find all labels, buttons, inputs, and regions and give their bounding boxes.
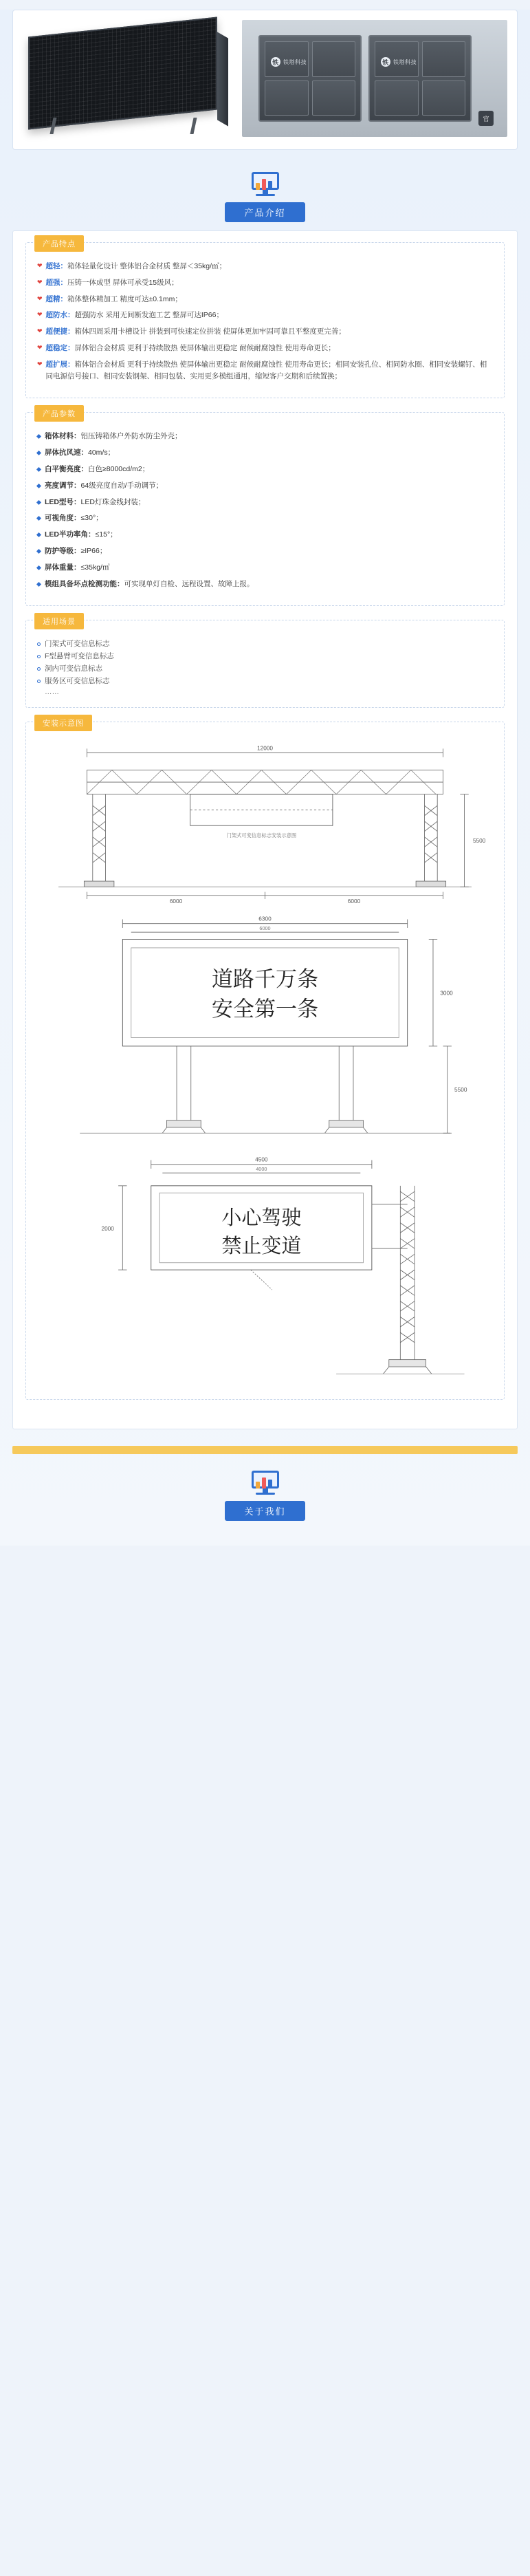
param-item bbox=[37, 447, 493, 459]
monitor-chart-icon bbox=[246, 168, 285, 198]
feature-label: 超便捷： bbox=[45, 327, 75, 336]
param-list bbox=[37, 431, 493, 589]
led-panel-side bbox=[217, 32, 228, 126]
bullet-square-icon bbox=[36, 516, 41, 521]
feature-text bbox=[46, 343, 493, 354]
param-value: ≤35kg/㎡ bbox=[80, 563, 110, 572]
block-install bbox=[25, 719, 505, 1400]
drawing-cantilever-sign bbox=[37, 1149, 493, 1384]
param-item bbox=[37, 529, 493, 541]
dim-inner-width: 4000 bbox=[256, 1165, 267, 1172]
cabinet-right bbox=[368, 35, 472, 122]
scene-list bbox=[37, 638, 493, 687]
heart-icon: ❤ bbox=[37, 311, 43, 318]
feature-text bbox=[46, 261, 493, 272]
param-label: 模组具备坏点检测功能： bbox=[45, 579, 124, 588]
param-text bbox=[45, 497, 145, 508]
param-value: 铝压铸箱体户外防水防尘外壳； bbox=[80, 432, 182, 441]
param-item bbox=[37, 464, 493, 475]
section-header-about bbox=[0, 1466, 530, 1532]
feature-text bbox=[46, 277, 493, 289]
feature-label: 超轻： bbox=[45, 262, 68, 270]
scene-item bbox=[37, 663, 493, 675]
feature-desc: 屏体铝合金材质 更利于持续散热 使屏体输出更稳定 耐候耐腐蚀性 使用寿命更长； bbox=[74, 343, 335, 352]
brand-mark-icon: 铁 bbox=[381, 57, 390, 67]
dim-width: 6300 bbox=[258, 916, 272, 922]
dim-inner-width: 6000 bbox=[259, 925, 271, 932]
block-params bbox=[25, 412, 505, 606]
content-card bbox=[12, 230, 518, 1429]
brand-mark-icon: 铁 bbox=[271, 57, 280, 67]
feature-desc: 箱体轻量化设计 整体铝合金材质 整屏＜35kg/㎡； bbox=[67, 262, 227, 270]
cabinet-brand-text: 铁塔科技 bbox=[283, 58, 307, 65]
hero-badge: 官 bbox=[478, 111, 494, 126]
feature-text bbox=[46, 359, 493, 382]
feature-item bbox=[37, 277, 493, 289]
scene-item bbox=[37, 638, 493, 651]
param-value: ≤30°； bbox=[80, 514, 103, 523]
param-item bbox=[37, 480, 493, 492]
drawing-gantry bbox=[37, 742, 493, 905]
block-scenes bbox=[25, 620, 505, 707]
param-label: 防护等级： bbox=[45, 546, 81, 555]
feature-desc: 超强防水 采用无间断发泡工艺 整屏可达IP66； bbox=[74, 311, 223, 320]
param-item bbox=[37, 545, 493, 557]
scene-item bbox=[37, 651, 493, 663]
heart-icon: ❤ bbox=[37, 278, 43, 285]
bullet-square-icon bbox=[36, 549, 41, 554]
bullet-square-icon bbox=[36, 484, 41, 488]
heart-icon: ❤ bbox=[37, 262, 43, 269]
led-panel-photo bbox=[23, 20, 232, 137]
sign-text-line1: 小心驾驶 bbox=[221, 1205, 302, 1229]
feature-item bbox=[37, 359, 493, 382]
feature-item bbox=[37, 326, 493, 338]
section-header-intro bbox=[0, 168, 530, 222]
param-item bbox=[37, 512, 493, 524]
param-text bbox=[45, 529, 118, 541]
heart-icon: ❤ bbox=[37, 327, 43, 335]
feature-desc: 压铸一体成型 屏体可承受15级风； bbox=[67, 278, 179, 287]
hero-images bbox=[12, 10, 518, 150]
bullet-square-icon bbox=[36, 532, 41, 537]
product-page bbox=[0, 10, 530, 1546]
param-value: 白色≥8000cd/m2； bbox=[88, 464, 150, 473]
param-value: ≤15°； bbox=[95, 530, 118, 539]
led-panel-legs bbox=[34, 118, 219, 136]
param-label: 屏体抗风速： bbox=[45, 448, 88, 457]
scene-ellipsis: …… bbox=[45, 687, 59, 696]
dim-sub-left: 6000 bbox=[169, 898, 183, 905]
cabinet-left bbox=[258, 35, 362, 122]
scene-item bbox=[37, 675, 493, 688]
dim-sub-right: 6000 bbox=[347, 898, 361, 905]
block-features bbox=[25, 242, 505, 398]
feature-list bbox=[37, 261, 493, 382]
section-title-intro: 产品介绍 bbox=[225, 202, 305, 222]
param-label: 屏体重量： bbox=[45, 563, 81, 572]
param-label: 箱体材料： bbox=[45, 432, 81, 441]
bullet-circle-icon bbox=[37, 642, 41, 646]
param-label: 亮度调节： bbox=[45, 481, 81, 490]
param-text bbox=[45, 431, 182, 442]
feature-text bbox=[46, 310, 493, 321]
feature-item bbox=[37, 310, 493, 321]
param-label: 可视角度： bbox=[45, 514, 81, 523]
feature-item bbox=[37, 294, 493, 305]
heart-icon: ❤ bbox=[37, 360, 43, 367]
param-item bbox=[37, 578, 493, 590]
drawing-double-post-sign bbox=[37, 909, 493, 1145]
monitor-chart-icon bbox=[246, 1466, 285, 1497]
param-text bbox=[45, 480, 163, 492]
param-item bbox=[37, 497, 493, 508]
param-label: LED半功率角： bbox=[45, 530, 96, 539]
feature-label: 超防水： bbox=[45, 311, 75, 320]
param-value: 64级亮度自动/手动调节； bbox=[80, 481, 164, 490]
param-text bbox=[45, 578, 254, 590]
block-title-features: 产品特点 bbox=[34, 235, 84, 252]
cabinet-photo bbox=[242, 20, 507, 137]
bullet-square-icon bbox=[36, 565, 41, 570]
param-text bbox=[45, 512, 103, 524]
param-value: LED灯珠金线封装； bbox=[80, 497, 146, 506]
param-value: 40m/s； bbox=[88, 448, 115, 457]
param-value: ≥IP66； bbox=[80, 546, 107, 555]
param-text bbox=[45, 447, 115, 459]
param-text bbox=[45, 562, 109, 574]
scene-text: F型悬臂可变信息标志 bbox=[45, 652, 114, 661]
feature-item bbox=[37, 343, 493, 354]
dim-post-height: 5500 bbox=[454, 1087, 467, 1094]
feature-desc: 箱体整体精加工 精度可达±0.1mm； bbox=[67, 294, 182, 303]
dim-height: 5500 bbox=[472, 837, 486, 844]
dim-top: 12000 bbox=[256, 745, 273, 752]
dim-screen-height: 3000 bbox=[440, 990, 453, 997]
scene-text: 服务区可变信息标志 bbox=[45, 676, 110, 685]
led-panel-face bbox=[28, 17, 217, 130]
param-text bbox=[45, 545, 107, 557]
feature-text bbox=[46, 326, 493, 338]
scene-text: 门架式可变信息标志 bbox=[45, 640, 110, 649]
bullet-square-icon bbox=[36, 582, 41, 587]
block-title-params: 产品参数 bbox=[34, 405, 84, 422]
feature-desc: 箱体四周采用卡槽设计 拼装到可快速定位拼装 使屏体更加牢固可靠且平整度更完善； bbox=[74, 327, 346, 336]
dim-screen-height: 2000 bbox=[101, 1225, 114, 1232]
feature-desc: 箱体铝合金材质 更利于持续散热 使屏体输出更稳定 耐候耐腐蚀性 使用寿命更长；相同安装孔位、相同防水圈、相同安装螺钉、相同电源信号接口、相同安装钢架、相同包装、实用更多模组通用，缩短客户交期和后续置换； bbox=[45, 360, 487, 380]
param-label: 白平衡亮度： bbox=[45, 464, 88, 473]
bullet-circle-icon bbox=[37, 655, 41, 658]
bullet-square-icon bbox=[36, 434, 41, 439]
drawing-note: 门架式可变信息标志安装示意图 bbox=[226, 832, 297, 838]
block-title-install: 安装示意图 bbox=[34, 715, 92, 731]
heart-icon: ❤ bbox=[37, 343, 43, 351]
param-label: LED型号： bbox=[45, 497, 81, 506]
param-item bbox=[37, 431, 493, 442]
sign-text-line2: 安全第一条 bbox=[211, 997, 319, 1022]
param-text bbox=[45, 464, 149, 475]
footer-divider bbox=[12, 1446, 518, 1454]
feature-label: 超精： bbox=[45, 294, 68, 303]
param-item bbox=[37, 562, 493, 574]
section-title-about: 关于我们 bbox=[225, 1501, 305, 1521]
param-value: 可实现单灯自检、远程设置、故障上报。 bbox=[124, 579, 254, 588]
sign-text-line1: 道路千万条 bbox=[211, 966, 319, 992]
dim-width: 4500 bbox=[255, 1156, 268, 1163]
feature-item bbox=[37, 261, 493, 272]
block-title-scenes: 适用场景 bbox=[34, 613, 84, 629]
feature-text bbox=[46, 294, 493, 305]
bullet-square-icon bbox=[36, 451, 41, 455]
heart-icon: ❤ bbox=[37, 294, 43, 302]
cabinet-logo-left bbox=[271, 57, 307, 67]
scene-text: 洞内可变信息标志 bbox=[45, 664, 102, 673]
bullet-circle-icon bbox=[37, 667, 41, 671]
bullet-square-icon bbox=[36, 467, 41, 472]
feature-label: 超强： bbox=[45, 278, 68, 287]
cabinet-logo-right bbox=[381, 57, 417, 67]
feature-label: 超稳定： bbox=[45, 343, 75, 352]
bullet-circle-icon bbox=[37, 680, 41, 683]
sign-text-line2: 禁止变道 bbox=[221, 1234, 302, 1258]
cabinet-brand-text: 铁塔科技 bbox=[393, 58, 417, 65]
bullet-square-icon bbox=[36, 500, 41, 505]
feature-label: 超扩展： bbox=[45, 360, 75, 369]
